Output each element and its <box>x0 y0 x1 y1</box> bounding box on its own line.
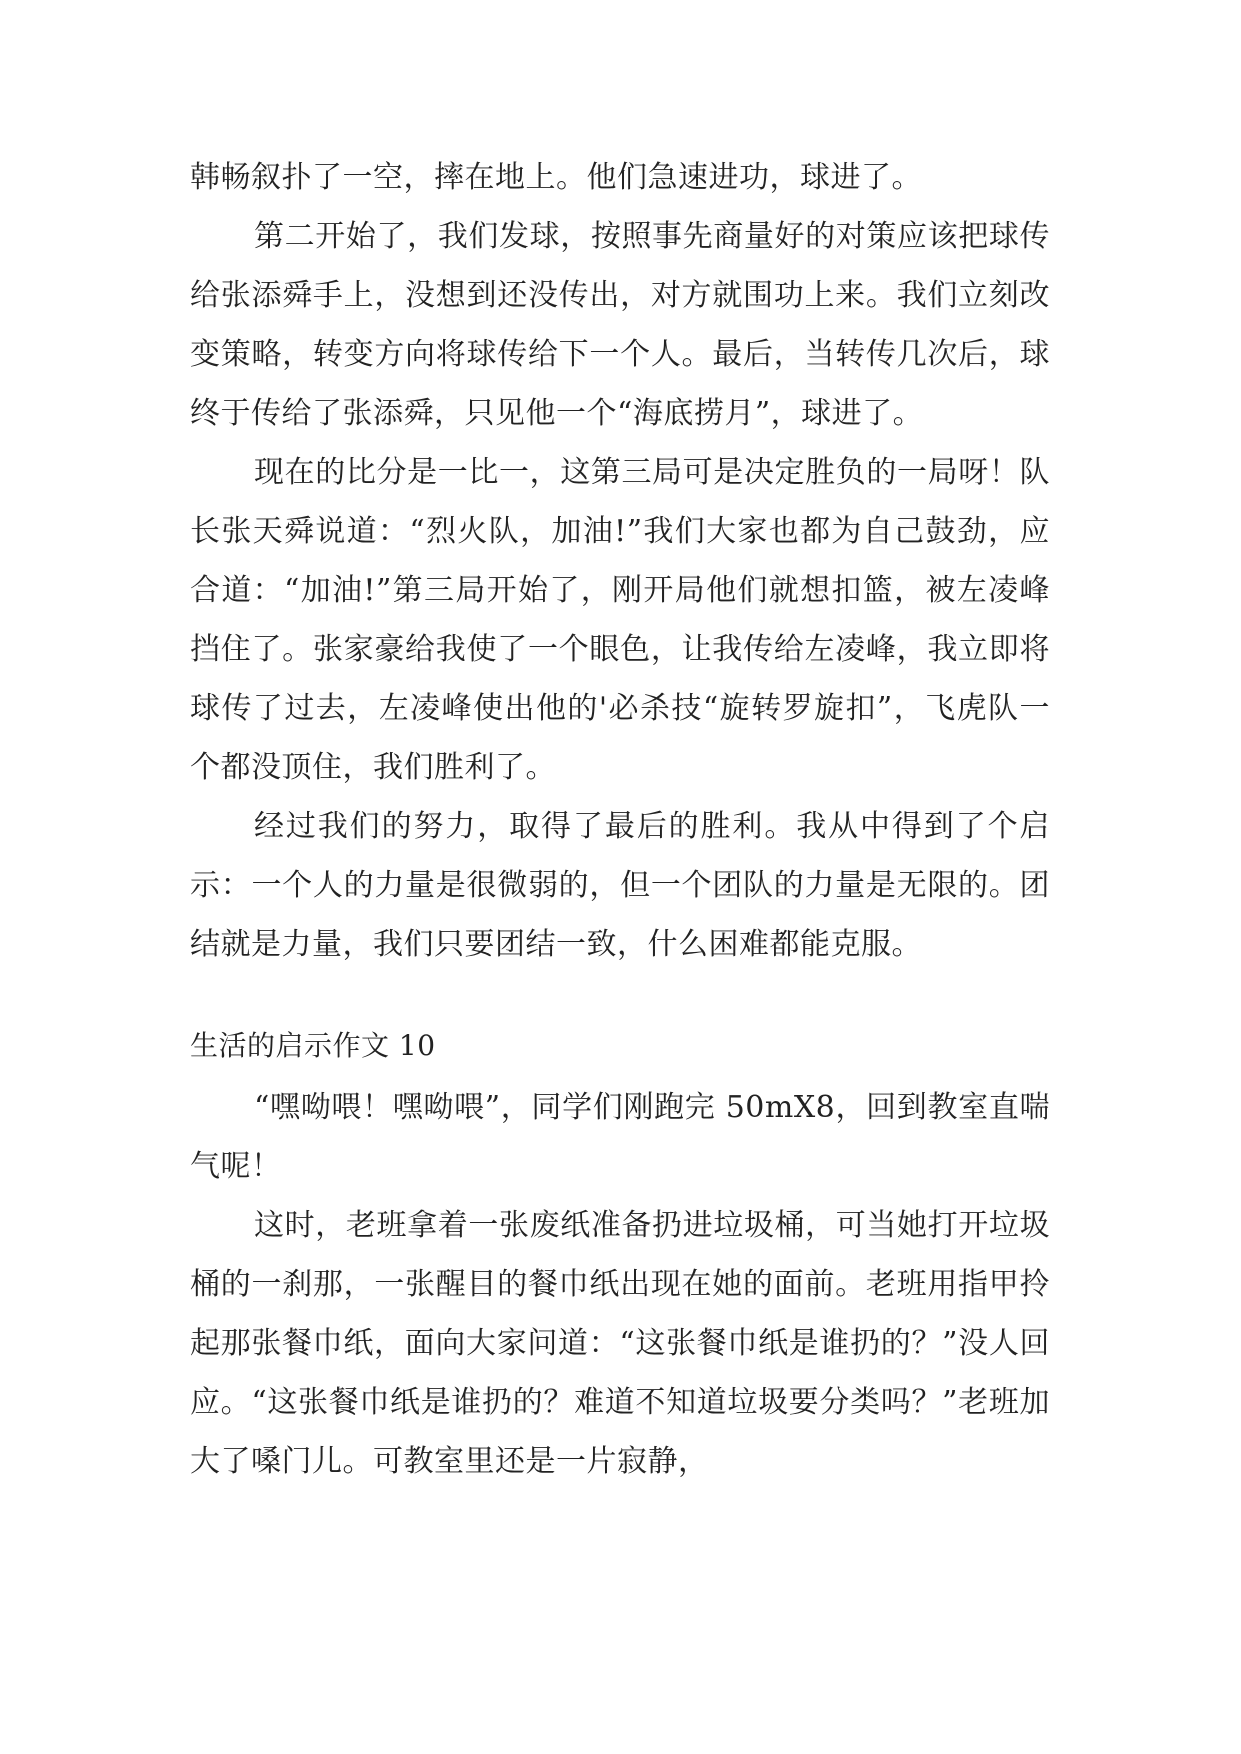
paragraph: 韩畅叙扑了一空，摔在地上。他们急速进功，球进了。 <box>190 160 922 195</box>
paragraph: 第二开始了，我们发球，按照事先商量好的对策应该把球传给张添舜手上，没想到还没传出，对方就围功上来。我们立刻改变策略，转变方向将球传给下一个人。最后，当转传几次后，球终于传给了张添舜，只见他一个“海底捞月”，球进了。 <box>190 219 1050 431</box>
paragraph: 这时，老班拿着一张废纸准备扔进垃圾桶，可当她打开垃圾桶的一刹那，一张醒目的餐巾纸出现在她的面前。老班用指甲拎起那张餐巾纸，面向大家问道：“这张餐巾纸是谁扔的？”没人回应。“这张餐巾纸是谁扔的？难道不知道垃圾要分类吗？”老班加大了嗓门儿。可教室里还是一片寂静， <box>190 1208 1050 1479</box>
document-body <box>190 148 1050 1491</box>
paragraph: “嘿呦喂！嘿呦喂”，同学们刚跑完 50mX8，回到教室直喘气呢！ <box>190 1090 1050 1184</box>
paragraph: 经过我们的努力，取得了最后的胜利。我从中得到了个启示：一个人的力量是很微弱的，但一个团队的力量是无限的。团结就是力量，我们只要团结一致，什么困难都能克服。 <box>190 809 1050 962</box>
paragraph: 现在的比分是一比一，这第三局可是决定胜负的一局呀！队长张天舜说道：“烈火队，加油!”我们大家也都为自己鼓劲，应合道：“加油!”第三局开始了，刚开局他们就想扣篮，被左凌峰挡住了。张家豪给我使了一个眼色，让我传给左凌峰，我立即将球传了过去，左凌峰使出他的'必杀技“旋转罗旋扣”，飞虎队一个都没顶住，我们胜利了。 <box>190 455 1050 785</box>
section-heading: 生活的启示作文 10 <box>190 1029 436 1062</box>
